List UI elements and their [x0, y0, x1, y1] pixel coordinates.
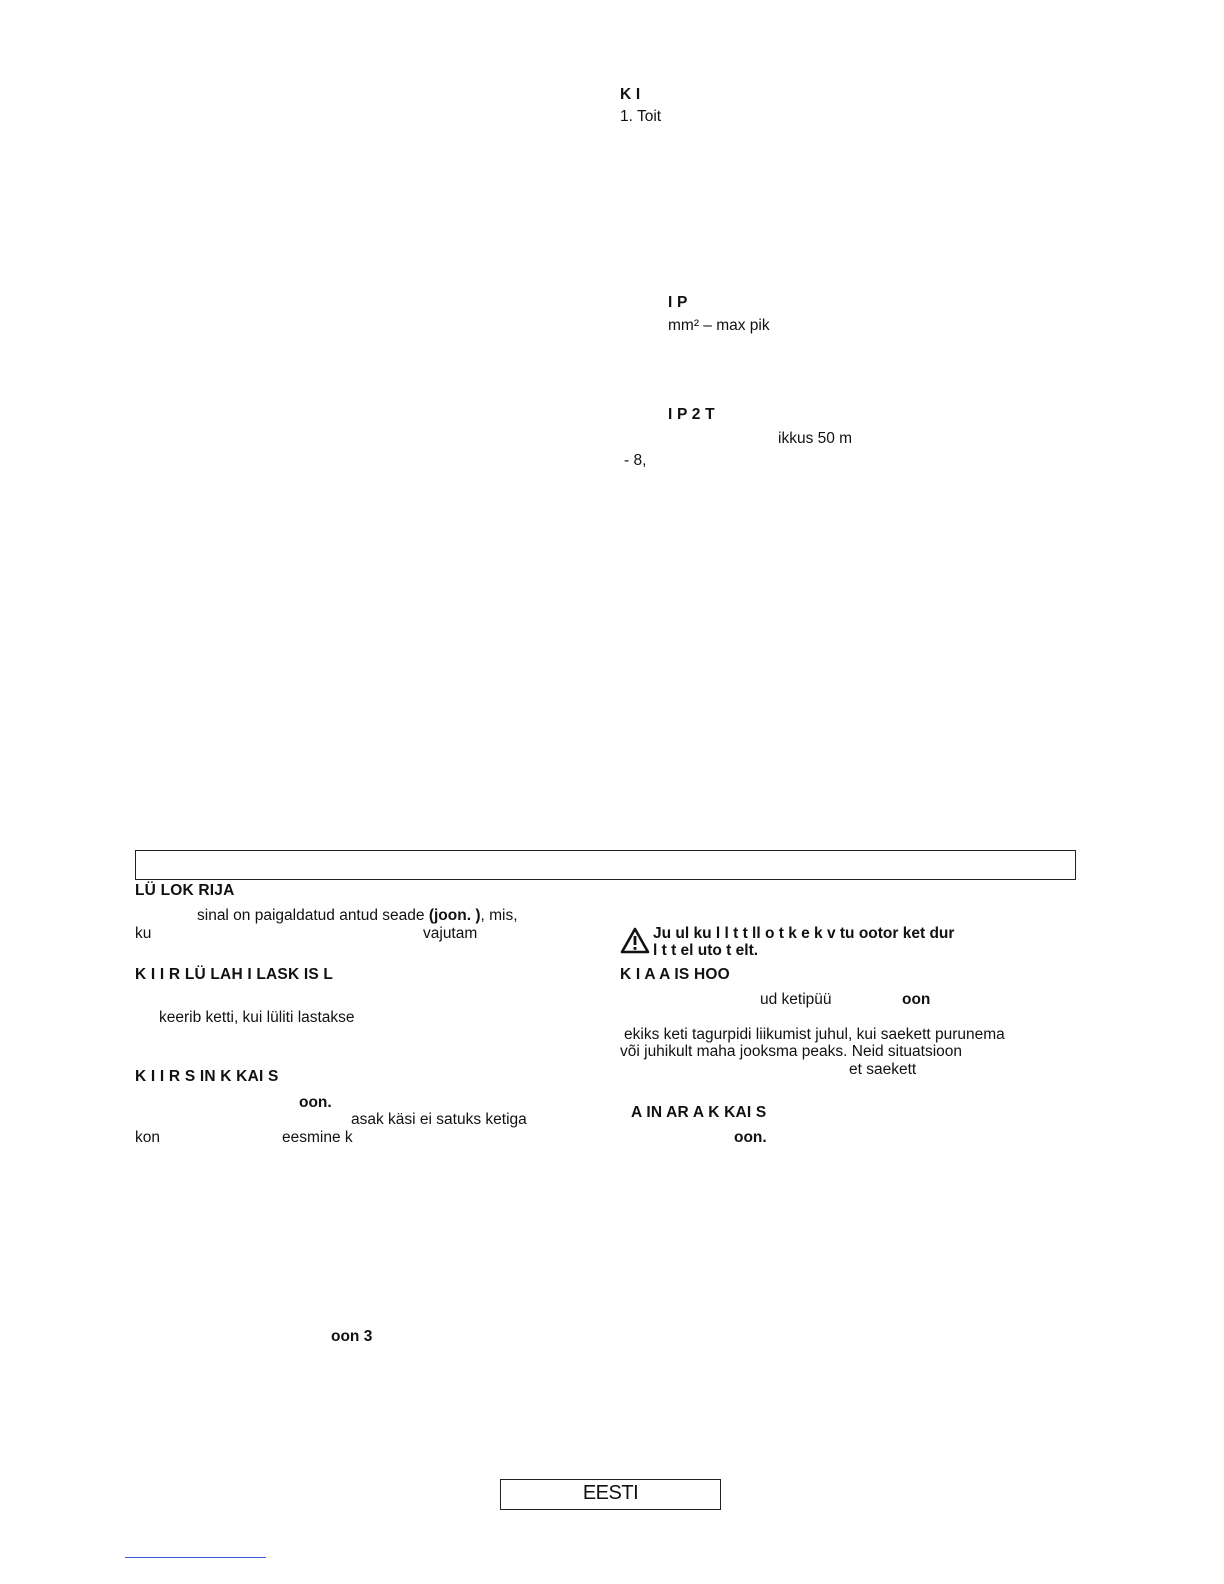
- spec2-text: ikkus 50 m: [778, 430, 853, 447]
- p4-line3: või juhikult maha jooksma peaks. Neid situatsioon: [620, 1043, 963, 1060]
- figure-ref-3: oon 3: [331, 1328, 373, 1345]
- section-title-box: [135, 850, 1076, 880]
- p1-line2-b: vajutam: [423, 925, 478, 942]
- p4-line2: ekiks keti tagurpidi liikumist juhul, kui saekett purunema: [624, 1026, 1005, 1043]
- warning-text-line1: Ju ul ku l l t t ll o t k e k v tu ootor ket dur: [653, 925, 955, 942]
- spec2-label: I P 2 T: [668, 406, 715, 423]
- p1-end: , mis,: [480, 907, 518, 924]
- footer-language-label: EESTI: [582, 1482, 639, 1504]
- warning-icon: [620, 927, 650, 954]
- p3-figure-ref: oon.: [299, 1094, 332, 1111]
- spec2-ref: - 8,: [624, 452, 647, 469]
- heading-front-guard: K I I R S IN K KAI S: [135, 1068, 279, 1085]
- paragraph-switch-lock-line1: [197, 907, 518, 925]
- p1-text: sinal on paigaldatud antud seade: [197, 907, 429, 924]
- warning-text-line2: l t t el uto t elt.: [653, 942, 759, 959]
- paragraph-chain-release: keerib ketti, kui lüliti lastakse: [159, 1009, 355, 1026]
- p3-line3-b: eesmine k: [282, 1129, 353, 1146]
- p1-figure-ref: (joon. ): [428, 907, 481, 924]
- spec1-label: I P: [668, 294, 688, 311]
- heading-chain-catcher: K I A A IS HOO: [620, 966, 730, 983]
- p1-line2-a: ku: [135, 925, 152, 942]
- list-item-1: 1. Toit: [620, 108, 662, 125]
- footer-link-line: [125, 1557, 266, 1558]
- p4-line1: ud ketipüü: [760, 991, 832, 1008]
- p4-figure-ref: oon: [902, 991, 931, 1008]
- heading-switch-lock: LÜ LOK RIJA: [135, 882, 235, 899]
- p3-line2: asak käsi ei satuks ketiga: [351, 1111, 527, 1128]
- spec1-text: mm² – max pik: [668, 317, 770, 334]
- heading-chain-brake-release: K I I R LÜ LAH I LASK IS L: [135, 966, 334, 983]
- heading-rear-guard: A IN AR A K KAI S: [631, 1104, 767, 1121]
- p3-line3-a: kon: [135, 1129, 160, 1146]
- footer-language-box: [500, 1479, 721, 1510]
- p4-line4: et saekett: [849, 1061, 917, 1078]
- p5-figure-ref: oon.: [734, 1129, 767, 1146]
- section-heading-k: K I: [620, 86, 641, 103]
